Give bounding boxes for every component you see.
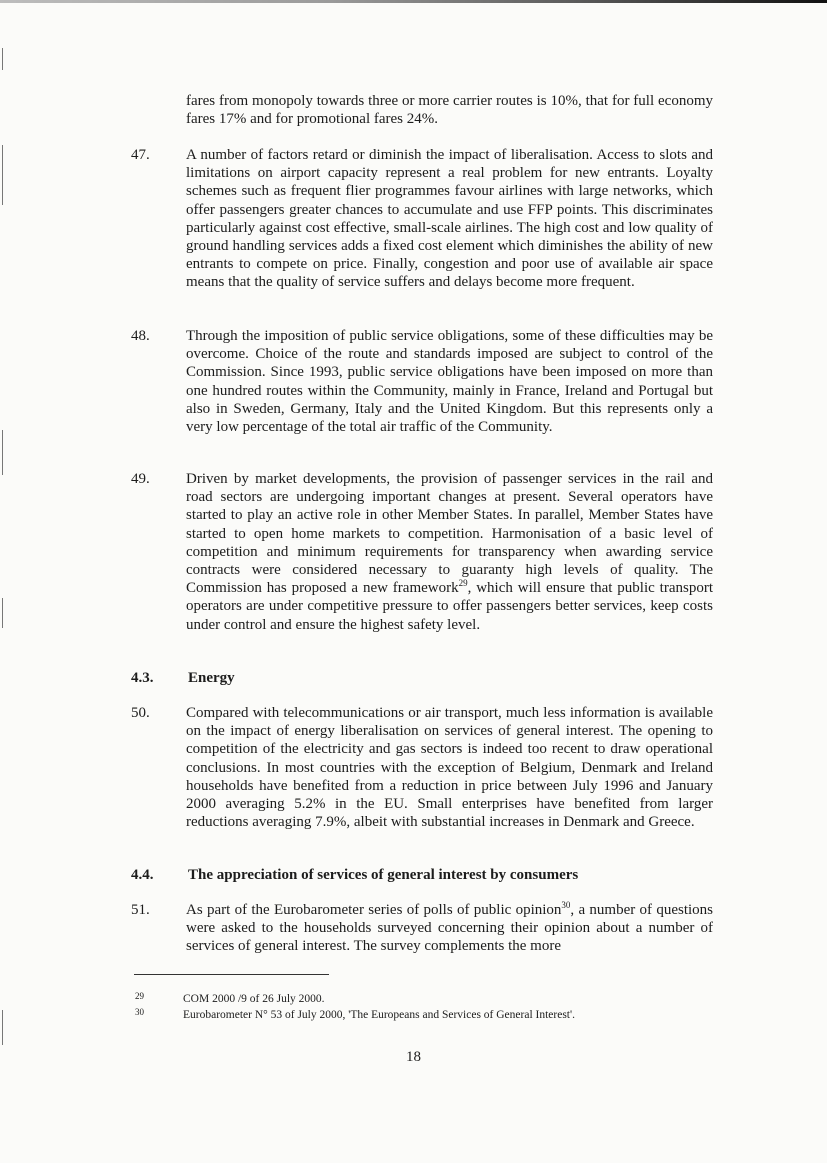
- paragraph-text: Compared with telecommunications or air transport, much less information is available on the impact of energy liberalisation on services of general interest. The opening to competition of the electricity and gas sectors is indeed too recent to draw operational conclusions. In most countries with the exception of Belgium, Denmark and Ireland households have benefited from a reduction in price between July 1996 and January 2000 averaging 5.2% in the EU. Small enterprises have benefited from larger reductions averaging 7.9%, albeit with substantial increases in Denmark and Greece.: [186, 705, 713, 831]
- footnote-number: 29: [135, 991, 144, 1001]
- paragraph-number: 47.: [131, 147, 150, 163]
- heading-title: Energy: [188, 670, 235, 686]
- heading-number: 4.3.: [131, 670, 154, 686]
- paragraph-text: [186, 901, 713, 956]
- paragraph-number: 49.: [131, 471, 150, 487]
- paragraph-text: Through the imposition of public service obligations, some of these difficulties may be overcome. Choice of the route and standards imposed are subject to control of the Commission. Since 1993, public service obligations have been imposed on more than one hundred routes within the Community, mainly in France, Ireland and Portugal but also in Sweden, Germany, Italy and the United Kingdom. But this represents only a very low percentage of the total air traffic of the Community.: [186, 328, 713, 436]
- paragraph-text-part: , a number of questions were asked to the households surveyed concerning their opinion about a number of services of general interest. The survey complements the more: [186, 902, 713, 955]
- footnote-text: Eurobarometer N° 53 of July 2000, 'The Europeans and Services of General Interest'.: [183, 1009, 575, 1021]
- paragraph-text: A number of factors retard or diminish the impact of liberalisation. Access to slots and limitations on airport capacity represent a real problem for new entrants. Loyalty schemes such as frequent flier programmes favour airlines with large networks, which offer passengers greater chances to accumulate and use FFP points. This discriminates particularly against cost effective, small-scale airlines. The high cost and low quality of ground handling services adds a fixed cost element which diminishes the ability of new entrants to compete on price. Finally, congestion and poor use of available air space means that the quality of service suffers and delays become more frequent.: [186, 147, 713, 291]
- footnote-separator: [134, 974, 329, 975]
- heading-number: 4.4.: [131, 867, 154, 883]
- margin-mark: [2, 598, 3, 628]
- paragraph-text-part: As part of the Eurobarometer series of polls of public opinion: [186, 902, 562, 918]
- footnote-ref: 30: [561, 900, 571, 910]
- margin-mark: [2, 48, 3, 70]
- paragraph-number: 50.: [131, 705, 150, 721]
- paragraph-text: [186, 470, 713, 634]
- footnote-ref: 29: [458, 578, 468, 589]
- margin-mark: [2, 1010, 3, 1045]
- paragraph-text: fares from monopoly towards three or more carrier routes is 10%, that for full economy fares 17% and for promotional fares 24%.: [186, 93, 713, 128]
- paragraph-number: 48.: [131, 328, 150, 344]
- paragraph-text-part: , which will ensure that public transport operators are under competitive pressure to offer passengers better services, keep costs under control and ensure the highest safety level.: [186, 580, 713, 633]
- paragraph-text-part: Driven by market developments, the provision of passenger services in the rail and road sectors are undergoing important changes at present. Several operators have started to play an active role in other Member States. In parallel, Member States have started to open home markets to competition. Harmonisation of a basic level of competition and minimum requirements for transparency when awarding service contracts were considered necessary to guaranty high levels of quality. The Commission has proposed a new framework: [186, 471, 713, 597]
- paragraph-number: 51.: [131, 902, 150, 918]
- footnote-text: COM 2000 /9 of 26 July 2000.: [183, 993, 325, 1005]
- margin-mark: [2, 430, 3, 475]
- footnote-number: 30: [135, 1007, 144, 1017]
- heading-title: The appreciation of services of general interest by consumers: [188, 867, 579, 883]
- top-edge-rule: [0, 0, 827, 3]
- margin-mark: [2, 145, 3, 205]
- page-number: 18: [406, 1049, 421, 1065]
